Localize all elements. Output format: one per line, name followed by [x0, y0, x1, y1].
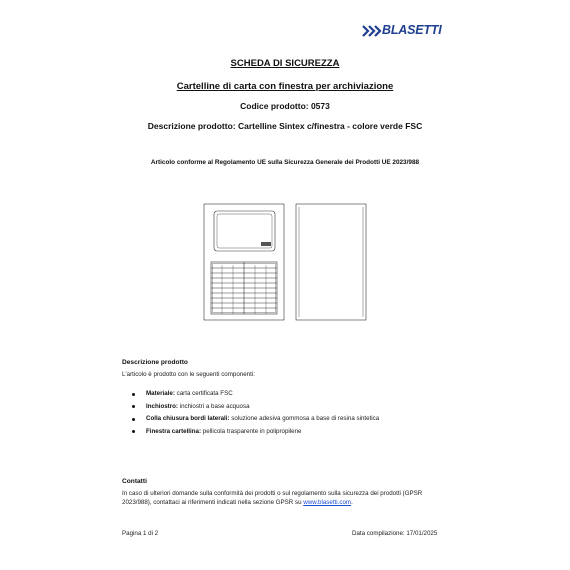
- brand-logo: [362, 24, 452, 38]
- regulation-statement: Articolo conforme al Regolamento UE sulla Sicurezza Generale dei Prodotti UE 2023/988: [150, 159, 420, 166]
- compilation-date: Data compilazione: 17/01/2025: [352, 530, 438, 537]
- product-code: Codice prodotto: 0573: [240, 101, 330, 111]
- description-heading: Descrizione prodotto: [122, 359, 188, 366]
- list-item: Materiale: carta certificata FSC: [132, 388, 379, 401]
- logo-text: BLASETTI: [382, 23, 442, 37]
- page-number: Pagina 1 di 2: [122, 530, 159, 537]
- list-item: Finestra cartellina: pellicola trasparente in polipropilene: [132, 426, 379, 439]
- document-title: SCHEDA DI SICUREZZA: [230, 58, 340, 69]
- contacts-heading: Contatti: [122, 478, 147, 485]
- logo-mark-icon: [362, 24, 384, 38]
- list-item: Inchiostro: inchiostri a base acquosa: [132, 401, 379, 414]
- website-link[interactable]: www.blasetti.com: [303, 499, 352, 506]
- product-description: Descrizione prodotto: Cartelline Sintex c/finestra - colore verde FSC: [147, 121, 423, 131]
- components-list: [132, 388, 379, 438]
- contacts-text: In caso di ulteriori domande sulla conformità dei prodotti o sul regolamento sulla sicurezza dei prodotti (GPSR 2023/988), contattaci ai riferimenti indicati nella sezione GPSR su www.blasetti.com.: [122, 490, 423, 506]
- document-subtitle: Cartelline di carta con finestra per archiviazione: [176, 81, 394, 92]
- folder-back-drawing: [296, 204, 366, 320]
- description-intro: L'articolo è prodotto con le seguenti componenti:: [122, 371, 255, 378]
- product-illustration: [200, 200, 370, 324]
- folder-front-drawing: [204, 204, 284, 320]
- list-item: Colla chiusura bordi laterali: soluzione adesiva gommosa a base di resina sintetica: [132, 413, 379, 426]
